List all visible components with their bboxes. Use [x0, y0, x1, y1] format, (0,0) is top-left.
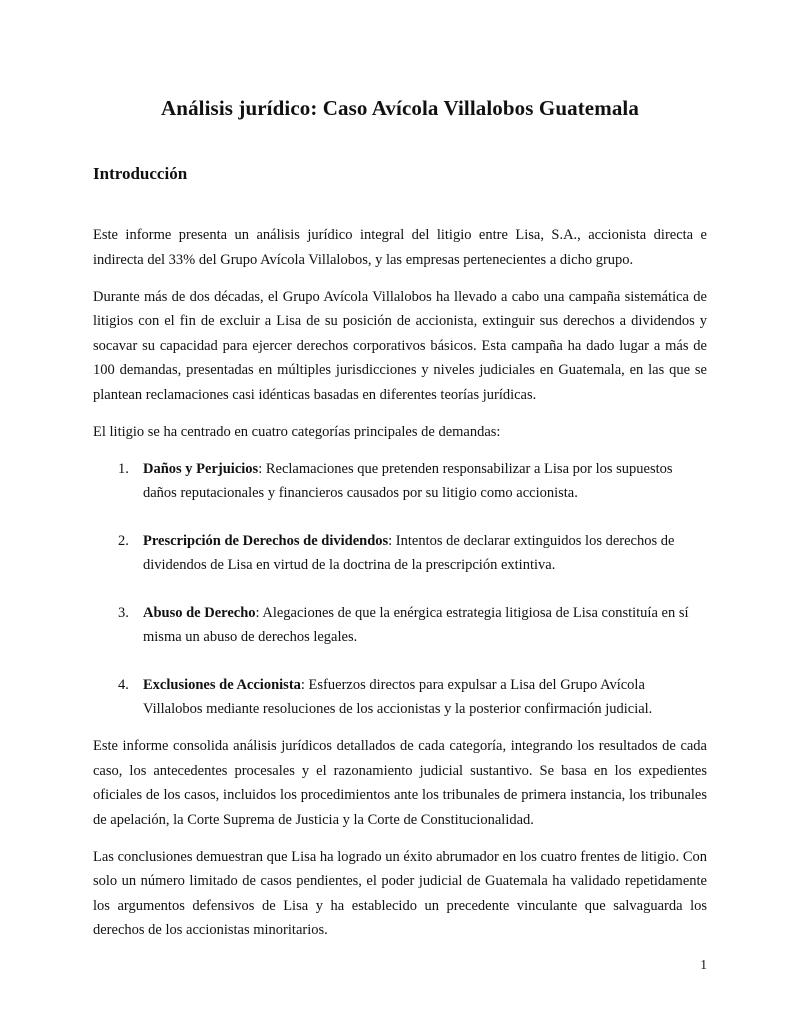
page-number: 1	[700, 957, 707, 972]
page-title: Análisis jurídico: Caso Avícola Villalobos Guatemala	[161, 96, 639, 120]
paragraph-intro-1: Este informe presenta un análisis jurídico integral del litigio entre Lisa, S.A., accionista directa e indirecta del 33% del Grupo Avícola Villalobos, y las empresas pertenecientes a dicho grupo.	[93, 227, 707, 268]
paragraph-closing-1: Este informe consolida análisis jurídicos detallados de cada categoría, integrando los resultados de cada caso, los antecedentes procesales y el razonamiento judicial sustantivo. Se basa en los expedientes oficiales de los casos, incluidos los procedimientos ante los tribunales de primera instancia, los tribunales de apelación, la Corte Suprema de Justicia y la Corte de Constitucionalidad.	[93, 738, 707, 828]
claim-categories-list	[93, 457, 707, 722]
paragraph-closing-2: Las conclusiones demuestran que Lisa ha logrado un éxito abrumador en los cuatro frentes de litigio. Con solo un número limitado de casos pendientes, el poder judicial de Guatemala ha validado repetidamente los argumentos defensivos de Lisa y ha establecido un precedente vinculante que salvaguarda los derechos de los accionistas minoritarios.	[93, 848, 707, 938]
paragraph-intro-2: Durante más de dos décadas, el Grupo Avícola Villalobos ha llevado a cabo una campaña sistemática de litigios con el fin de excluir a Lisa de su posición de accionista, extinguir sus derechos a dividendos y socavar su capacidad para ejercer derechos corporativos básicos. Esta campaña ha dado lugar a más de 100 demandas, presentadas en múltiples jurisdicciones y niveles judiciales en Guatemala, en las que se plantean reclamaciones casi idénticas basadas en diferentes teorías jurídicas.	[93, 288, 707, 403]
list-item-danos-y-perjuicios	[118, 457, 707, 506]
list-item-number: 2.	[118, 532, 129, 549]
list-item-abuso-de-derecho	[118, 601, 707, 650]
list-item-term: Abuso de Derecho	[143, 604, 256, 621]
list-item-number: 3.	[118, 604, 129, 621]
list-item-term: Daños y Perjuicios	[143, 460, 259, 477]
list-item-description: : Alegaciones de que la enérgica estrategia litigiosa de Lisa constituía en sí misma un abuso de derechos legales.	[143, 604, 689, 645]
section-heading-introduccion: Introducción	[93, 164, 188, 183]
list-item-prescripcion-dividendos	[118, 529, 707, 578]
paragraph-list-lead-in: El litigio se ha centrado en cuatro categorías principales de demandas:	[93, 423, 501, 440]
list-item-description: : Intentos de declarar extinguidos los derechos de dividendos de Lisa en virtud de la doctrina de la prescripción extintiva.	[143, 532, 675, 573]
list-item-exclusiones-accionista	[118, 673, 707, 722]
list-item-term: Exclusiones de Accionista	[143, 676, 301, 693]
list-item-term: Prescripción de Derechos de dividendos	[143, 532, 389, 549]
list-item-description: : Reclamaciones que pretenden responsabilizar a Lisa por los supuestos daños reputacionales y financieros causados por su litigio como accionista.	[143, 460, 673, 501]
list-item-number: 1.	[118, 460, 129, 477]
list-item-description: : Esfuerzos directos para expulsar a Lisa del Grupo Avícola Villalobos mediante resoluciones de los accionistas y la posterior confirmación judicial.	[143, 676, 653, 717]
list-item-number: 4.	[118, 676, 129, 693]
